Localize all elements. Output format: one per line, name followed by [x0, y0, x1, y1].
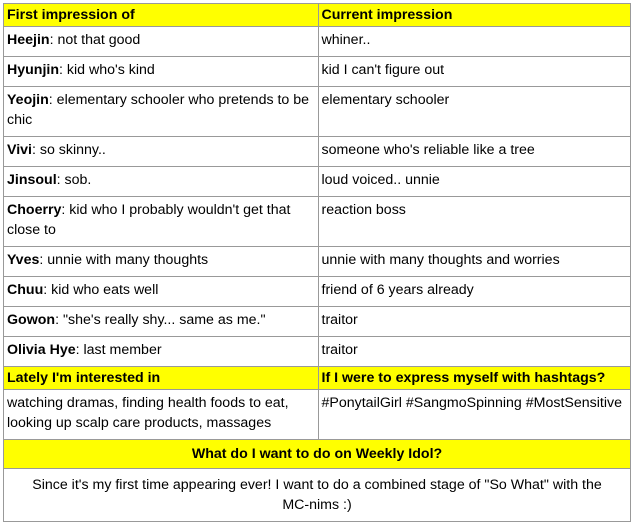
member-name: Olivia Hye [7, 342, 76, 358]
table-row [4, 247, 631, 277]
table-row [4, 197, 631, 247]
interest-value: watching dramas, finding health foods to eat, looking up scalp care products, massages [4, 390, 319, 440]
profile-table [3, 3, 631, 522]
first-impression-text: : "she's really shy... same as me." [55, 312, 266, 328]
interest-header-row [4, 367, 631, 390]
current-impression-cell: traitor [318, 307, 631, 337]
first-impression-header: First impression of [4, 4, 319, 27]
member-name: Hyunjin [7, 62, 60, 78]
first-impression-cell [4, 87, 319, 137]
first-impression-cell [4, 247, 319, 277]
weekly-idol-row [4, 469, 631, 522]
first-impression-text: : kid who eats well [43, 282, 159, 298]
weekly-idol-header: What do I want to do on Weekly Idol? [4, 440, 631, 469]
first-impression-text: : elementary schooler who pretends to be chic [7, 92, 310, 128]
first-impression-cell [4, 57, 319, 87]
current-impression-cell: elementary schooler [318, 87, 631, 137]
member-name: Choerry [7, 202, 62, 218]
first-impression-text: : last member [75, 342, 162, 358]
current-impression-header: Current impression [318, 4, 631, 27]
first-impression-cell [4, 197, 319, 247]
first-impression-cell [4, 307, 319, 337]
current-impression-cell: reaction boss [318, 197, 631, 247]
member-name: Jinsoul [7, 172, 57, 188]
member-name: Chuu [7, 282, 44, 298]
first-impression-cell [4, 277, 319, 307]
current-impression-cell: friend of 6 years already [318, 277, 631, 307]
current-impression-cell: kid I can't figure out [318, 57, 631, 87]
first-impression-cell [4, 137, 319, 167]
table-row [4, 57, 631, 87]
first-impression-cell [4, 167, 319, 197]
table-row [4, 87, 631, 137]
hashtags-value: #PonytailGirl #SangmoSpinning #MostSensitive [318, 390, 631, 440]
table-row [4, 27, 631, 57]
first-impression-cell [4, 337, 319, 367]
member-name: Heejin [7, 32, 50, 48]
first-impression-text: : so skinny.. [31, 142, 106, 158]
first-impression-text: : kid who I probably wouldn't get that close to [7, 202, 291, 238]
table-row [4, 277, 631, 307]
interest-row [4, 390, 631, 440]
first-impression-text: : sob. [56, 172, 92, 188]
interest-header: Lately I'm interested in [4, 367, 319, 390]
first-impression-text: : kid who's kind [59, 62, 155, 78]
table-row [4, 307, 631, 337]
first-impression-text: : unnie with many thoughts [39, 252, 209, 268]
weekly-idol-header-row [4, 440, 631, 469]
first-impression-text: : not that good [49, 32, 141, 48]
table-row [4, 337, 631, 367]
current-impression-cell: unnie with many thoughts and worries [318, 247, 631, 277]
member-name: Vivi [7, 142, 32, 158]
current-impression-cell: loud voiced.. unnie [318, 167, 631, 197]
current-impression-cell: someone who's reliable like a tree [318, 137, 631, 167]
hashtags-header: If I were to express myself with hashtags? [318, 367, 631, 390]
weekly-idol-answer: Since it's my first time appearing ever! I want to do a combined stage of "So What" with the MC-nims :) [4, 469, 631, 522]
member-name: Yves [7, 252, 40, 268]
first-impression-cell [4, 27, 319, 57]
impression-header-row [4, 4, 631, 27]
table-row [4, 137, 631, 167]
member-name: Gowon [7, 312, 56, 328]
member-name: Yeojin [7, 92, 49, 108]
current-impression-cell: whiner.. [318, 27, 631, 57]
current-impression-cell: traitor [318, 337, 631, 367]
table-row [4, 167, 631, 197]
